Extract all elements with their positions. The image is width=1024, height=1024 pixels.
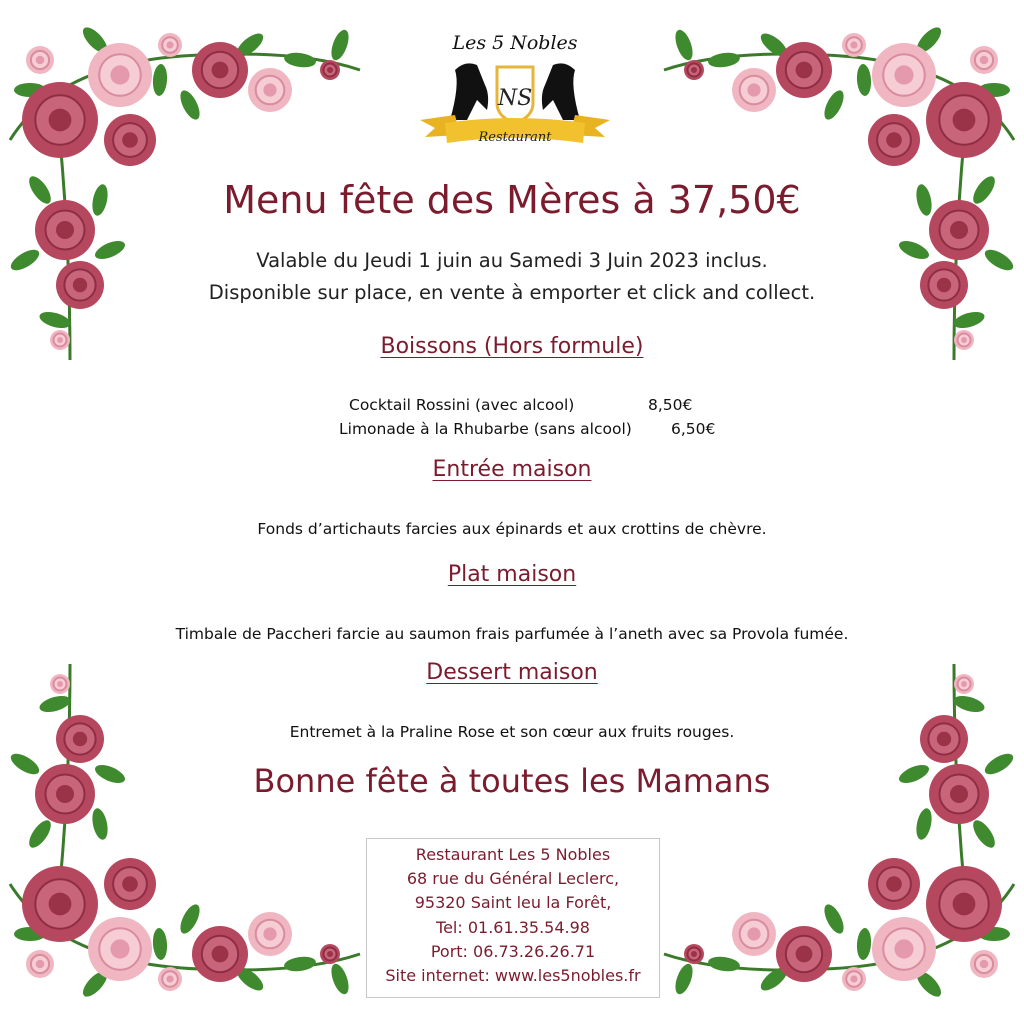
drinks-heading: Boissons (Hors formule) bbox=[380, 334, 644, 359]
rose-icon bbox=[776, 926, 832, 982]
drink-price: 8,50€ bbox=[648, 396, 693, 414]
leaf-icon bbox=[914, 807, 934, 841]
rose-icon bbox=[158, 33, 182, 57]
closing-message: Bonne fête à toutes les Mamans bbox=[253, 762, 771, 800]
restaurant-logo bbox=[415, 25, 615, 155]
rose-icon bbox=[684, 60, 704, 80]
rose-icon bbox=[868, 858, 920, 910]
rose-icon bbox=[104, 858, 156, 910]
horse-right-icon bbox=[542, 63, 580, 120]
rose-icon bbox=[926, 866, 1002, 942]
leaf-icon bbox=[672, 28, 696, 63]
address-tel[interactable]: Tel: 01.61.35.54.98 bbox=[436, 917, 590, 937]
rose-icon bbox=[872, 917, 936, 981]
rose-icon bbox=[192, 42, 248, 98]
rose-corner-bottom-right bbox=[644, 654, 1024, 1024]
rose-icon bbox=[842, 967, 866, 991]
dessert-heading: Dessert maison bbox=[426, 660, 598, 685]
rose-icon bbox=[26, 46, 54, 74]
logo-name: Les 5 Nobles bbox=[452, 32, 578, 54]
address-city: 95320 Saint leu la Forêt, bbox=[414, 893, 612, 913]
address-port[interactable]: Port: 06.73.26.26.71 bbox=[430, 941, 596, 961]
leaf-icon bbox=[176, 902, 203, 937]
leaf-icon bbox=[969, 817, 999, 851]
validity-text: Valable du Jeudi 1 juin au Samedi 3 Juin 2023 inclus. bbox=[256, 249, 768, 272]
leaf-icon bbox=[856, 64, 872, 97]
leaf-icon bbox=[25, 817, 55, 851]
starter-heading: Entrée maison bbox=[432, 457, 592, 482]
leaf-icon bbox=[38, 693, 73, 715]
rose-icon bbox=[842, 33, 866, 57]
rose-icon bbox=[776, 42, 832, 98]
leaf-icon bbox=[707, 955, 741, 973]
address-street: 68 rue du Général Leclerc, bbox=[406, 869, 620, 889]
dessert-text: Entremet à la Praline Rose et son cœur aux fruits rouges. bbox=[289, 723, 735, 741]
leaf-icon bbox=[707, 51, 741, 69]
leaf-icon bbox=[952, 693, 987, 715]
leaf-icon bbox=[328, 28, 352, 63]
leaf-icon bbox=[856, 928, 872, 961]
rose-icon bbox=[22, 82, 98, 158]
rose-icon bbox=[88, 43, 152, 107]
leaf-icon bbox=[283, 51, 317, 69]
rose-icon bbox=[872, 43, 936, 107]
rose-icon bbox=[192, 926, 248, 982]
leaf-icon bbox=[820, 88, 847, 123]
availability-text: Disponible sur place, en vente à emporter et click and collect. bbox=[208, 281, 816, 304]
rose-icon bbox=[732, 912, 776, 956]
leaf-icon bbox=[952, 309, 987, 331]
leaf-icon bbox=[38, 309, 73, 331]
rose-icon bbox=[248, 68, 292, 112]
rose-icon bbox=[104, 114, 156, 166]
rose-icon bbox=[320, 944, 340, 964]
rose-icon bbox=[926, 82, 1002, 158]
logo-ribbon-text: Restaurant bbox=[478, 130, 552, 145]
logo-monogram: NS bbox=[497, 86, 533, 111]
horse-left-icon bbox=[450, 63, 488, 120]
rose-icon bbox=[868, 114, 920, 166]
main-heading: Plat maison bbox=[447, 562, 577, 587]
leaf-icon bbox=[328, 962, 352, 997]
rose-icon bbox=[684, 944, 704, 964]
leaf-icon bbox=[152, 64, 168, 97]
drink-name: Cocktail Rossini (avec alcool) bbox=[349, 396, 575, 414]
leaf-icon bbox=[672, 962, 696, 997]
rose-icon bbox=[320, 60, 340, 80]
rose-icon bbox=[732, 68, 776, 112]
main-text: Timbale de Paccheri farcie au saumon frais parfumée à l’aneth avec sa Provola fumée. bbox=[175, 625, 849, 643]
rose-icon bbox=[248, 912, 292, 956]
rose-icon bbox=[970, 950, 998, 978]
leaf-icon bbox=[176, 88, 203, 123]
leaf-icon bbox=[820, 902, 847, 937]
rose-icon bbox=[22, 866, 98, 942]
address-name: Restaurant Les 5 Nobles bbox=[415, 845, 611, 864]
rose-icon bbox=[970, 46, 998, 74]
page-title: Menu fête des Mères à 37,50€ bbox=[223, 178, 801, 222]
drink-price: 6,50€ bbox=[671, 420, 716, 438]
address-box bbox=[366, 838, 660, 998]
leaf-icon bbox=[283, 955, 317, 973]
rose-icon bbox=[26, 950, 54, 978]
rose-corner-bottom-left bbox=[0, 654, 380, 1024]
starter-text: Fonds d’artichauts farcies aux épinards et aux crottins de chèvre. bbox=[257, 520, 767, 538]
address-website[interactable]: Site internet: www.les5nobles.fr bbox=[385, 966, 641, 986]
rose-icon bbox=[158, 967, 182, 991]
rose-icon bbox=[88, 917, 152, 981]
leaf-icon bbox=[152, 928, 168, 961]
drink-name: Limonade à la Rhubarbe (sans alcool) bbox=[339, 420, 632, 438]
leaf-icon bbox=[90, 807, 110, 841]
